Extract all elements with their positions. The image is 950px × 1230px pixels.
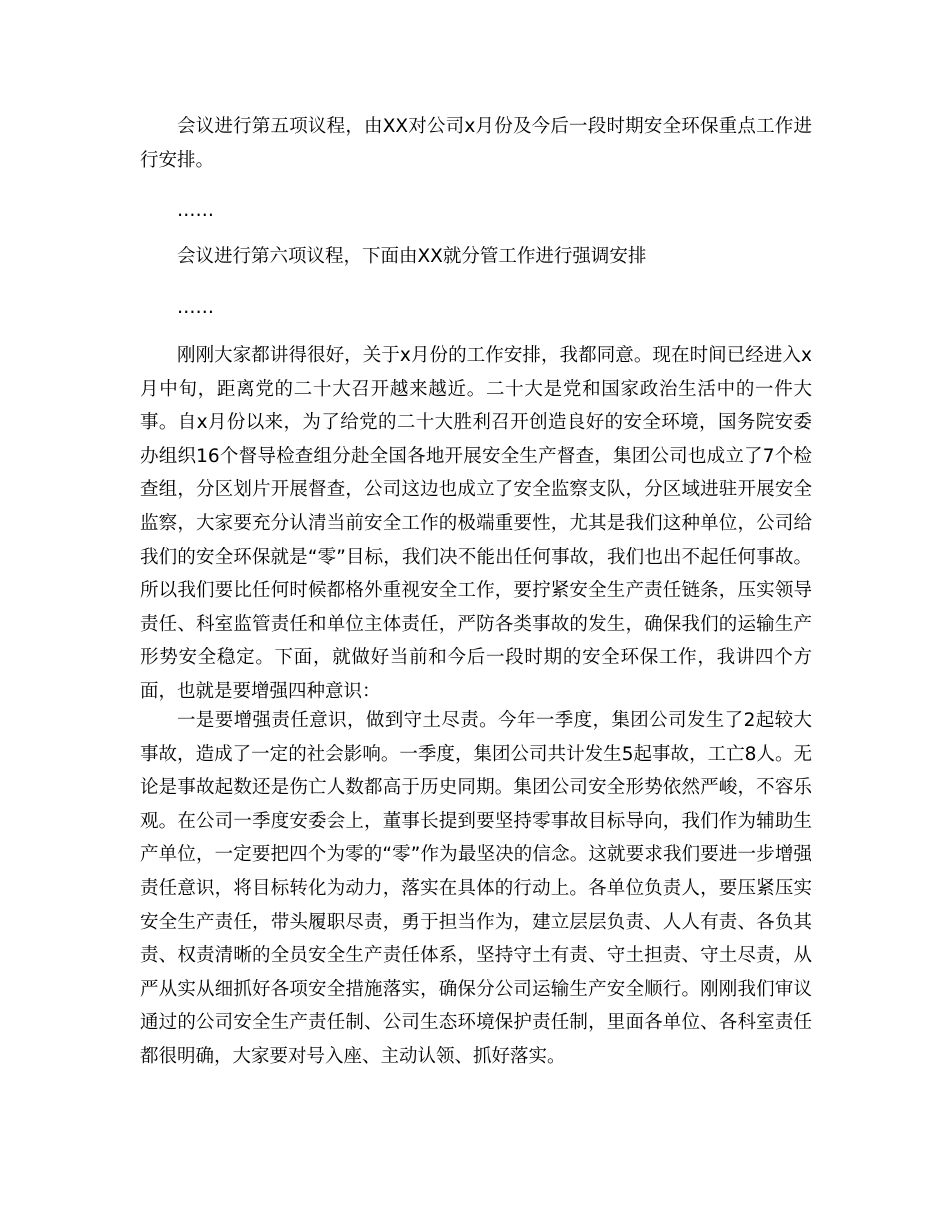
paragraph-responsibility-awareness: 一是要增强责任意识，做到守土尽责。今年一季度，集团公司发生了2起较大事故，造成了一定的社会影响。一季度，集团公司共计发生5起事故，工亡8人。无论是事故起数还是伤亡人数都高于历史同期。集团公司安全形势依然严峻，不容乐观。在公司一季度安委会上，董事长提到要坚持零事故目标导向，我们作为辅助生产单位，一定要把四个为零的“零”作为最坚决的信念。这就要求我们要进一步增强责任意识，将目标转化为动力，落实在具体的行动上。各单位负责人，要压紧压实安全生产责任，带头履职尽责，勇于担当作为，建立层层负责、人人有责、各负其责、权责清晰的全员安全生产责任体系，坚持守土有责、守土担责、守土尽责，从严从实从细抓好各项安全措施落实，确保分公司运输生产安全顺行。刚刚我们审议通过的公司安全生产责任制、公司生态环境保护责任制，里面各单位、各科室责任都很明确，大家要对号入座、主动认领、抓好落实。	[140, 710, 812, 1067]
paragraph-speech-intro: 刚刚大家都讲得很好，关于x月份的工作安排，我都同意。现在时间已经进入x月中旬，距离党的二十大召开越来越近。二十大是党和国家政治生活中的一件大事。自x月份以来，为了给党的二十大胜利召开创造良好的安全环境，国务院安委办组织16个督导检查组分赴全国各地开展安全生产督查，集团公司也成立了7个检查组，分区划片开展督查，公司这边也成立了安全监察支队，分区域进驻开展安全监察，大家要充分认清当前安全工作的极端重要性，尤其是我们这种单位，公司给我们的安全环保就是“零”目标，我们决不能出任何事故，我们也出不起任何事故。所以我们要比任何时候都格外重视安全工作，要拧紧安全生产责任链条，压实领导责任、科室监管责任和单位主体责任，严防各类事故的发生，确保我们的运输生产形势安全稳定。下面，就做好当前和今后一段时期的安全环保工作，我讲四个方面，也就是要增强四种意识：	[140, 345, 812, 702]
paragraph-ellipsis-one: ……	[177, 200, 214, 221]
paragraph-agenda-item-five: 会议进行第五项议程，由XX对公司x月份及今后一段时期安全环保重点工作进行安排。	[140, 116, 812, 171]
paragraph-ellipsis-two: ……	[177, 297, 214, 318]
paragraph-agenda-item-six: 会议进行第六项议程，下面由XX就分管工作进行强调安排	[177, 246, 647, 267]
